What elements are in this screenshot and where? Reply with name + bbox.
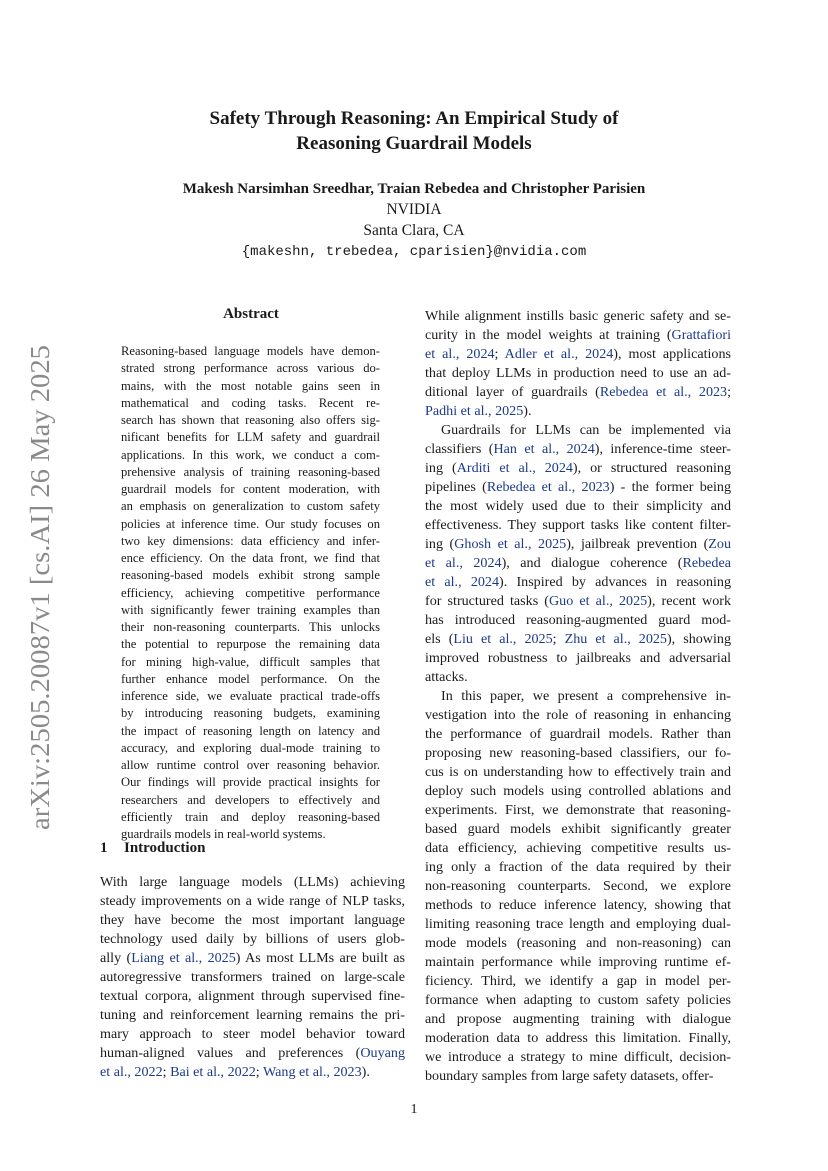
text-span: that deploy LLMs in production need to use an ad-: [425, 365, 731, 381]
text-line: [121, 412, 380, 429]
text-span: inference side, we evaluate practical trade-offs: [121, 689, 380, 703]
text-span: based guard models exhibit significantly greater: [425, 821, 731, 837]
citation-link[interactable]: Rebedea et al., 2023: [599, 384, 728, 400]
text-span: and propose augmenting training with dialogue: [425, 1011, 731, 1027]
citation-link[interactable]: Han et al., 2024: [493, 441, 595, 457]
text-line: [425, 763, 731, 782]
text-line: [425, 896, 731, 915]
text-line: [425, 459, 731, 478]
text-span: researchers and developers to effectively and: [121, 792, 380, 807]
text-line: [425, 326, 731, 345]
text-span: the impact of reasoning length on latency and: [121, 723, 380, 738]
text-line: [121, 654, 380, 671]
text-line: [121, 619, 380, 636]
text-line: [425, 953, 731, 972]
author-emails: {makeshn, trebedea, cparisien}@nvidia.com: [241, 244, 587, 260]
text-line: [425, 820, 731, 839]
text-span: guardrails models in real-world systems.: [121, 827, 326, 841]
citation-link[interactable]: Guo et al., 2025: [549, 593, 648, 609]
text-span: proposing new reasoning-based classifiers, our fo-: [425, 745, 731, 761]
text-span: ), most applications: [613, 346, 731, 362]
text-line: [121, 792, 380, 809]
text-span: steady improvements on a wide range of NLP tasks,: [100, 893, 405, 909]
text-span: efficiency, achieving competitive performance: [121, 585, 380, 600]
text-span: search has shown that reasoning also offers sig-: [121, 413, 380, 427]
text-span: tuning and reinforcement learning remains the pri-: [100, 1007, 405, 1023]
text-line: [121, 602, 380, 619]
text-span: data efficiency, achieving competitive results us-: [425, 840, 731, 856]
text-line: [425, 421, 731, 440]
text-line: [121, 705, 380, 722]
text-span: ;: [494, 346, 505, 362]
text-span: autoregressive transformers trained on large-scale: [100, 969, 405, 985]
text-line: [425, 1029, 731, 1048]
arxiv-id-text: arXiv:2505.20087v1 [cs.AI] 26 May 2025: [25, 372, 55, 830]
text-line: [121, 516, 380, 533]
citation-link[interactable]: Rebedea: [682, 555, 731, 571]
text-span: for mining high-value, difficult samples that: [121, 654, 380, 669]
text-span: technology used daily by billions of users glob-: [100, 931, 405, 947]
text-span: ;: [552, 631, 565, 647]
text-line: [425, 611, 731, 630]
text-line: [121, 774, 380, 791]
text-span: ing only a fraction of the data required by their: [425, 859, 731, 875]
text-span: ally (: [100, 950, 132, 966]
text-span: allow runtime control over reasoning behavior.: [121, 758, 380, 772]
citation-link[interactable]: Padhi et al., 2025: [425, 403, 524, 419]
text-line: [425, 402, 731, 421]
text-span: an emphasis on generalization to custom safety: [121, 499, 380, 514]
text-line: [121, 636, 380, 653]
abstract-heading: Abstract: [223, 306, 279, 322]
text-line: [425, 839, 731, 858]
text-span: the potential to repurpose the remaining data: [121, 637, 380, 652]
text-span: human-aligned values and preferences (: [100, 1045, 361, 1061]
text-span: While alignment instills basic generic safety and se-: [425, 308, 731, 324]
text-span: applications. In this work, we conduct a com-: [121, 447, 380, 462]
text-span: ), or structured reasoning: [572, 460, 731, 476]
citation-link[interactable]: et al., 2022: [100, 1064, 163, 1080]
text-line: [425, 649, 731, 668]
page-number: 1: [410, 1102, 418, 1117]
text-span: formance when adapting to custom safety policies: [425, 992, 731, 1008]
text-span: limiting reasoning trace length and employing dual-: [425, 916, 731, 932]
text-line: [100, 911, 405, 930]
text-span: mary approach to steer model behavior toward: [100, 1026, 405, 1042]
section-title: Introduction: [124, 840, 206, 856]
text-line: [100, 1063, 405, 1082]
text-line: [425, 744, 731, 763]
citation-link[interactable]: et al., 2024: [425, 346, 495, 362]
text-span: boundary samples from large safety datasets, offer-: [425, 1068, 714, 1084]
text-line: [121, 498, 380, 515]
text-line: [121, 723, 380, 740]
introduction-left-column: [100, 873, 405, 1082]
text-span: ), showing: [666, 631, 731, 647]
text-span: we introduce a strategy to mine difficult, decision-: [425, 1049, 731, 1065]
text-line: [100, 949, 405, 968]
text-line: [425, 1010, 731, 1029]
text-line: [100, 1044, 405, 1063]
citation-link[interactable]: et al., 2024: [425, 574, 500, 590]
text-span: guardrail models for content moderation, with: [121, 482, 380, 496]
text-span: ;: [255, 1064, 263, 1080]
text-line: [425, 383, 731, 402]
text-span: ditional layer of guardrails (: [425, 384, 600, 400]
text-line: [121, 550, 380, 567]
text-line: [425, 573, 731, 592]
text-line: [100, 892, 405, 911]
text-line: [121, 464, 380, 481]
text-line: [121, 378, 380, 395]
citation-link[interactable]: Arditi et al., 2024: [456, 460, 573, 476]
text-span: ;: [162, 1064, 171, 1080]
text-line: [425, 307, 731, 326]
title-line-1: Safety Through Reasoning: An Empirical Study of: [209, 108, 619, 129]
text-span: Guardrails for LLMs can be implemented via: [441, 422, 731, 438]
citation-link[interactable]: Wang et al., 2023: [262, 1064, 362, 1080]
section-heading-introduction: [100, 840, 205, 857]
affiliation: NVIDIA: [386, 201, 442, 218]
text-line: [121, 447, 380, 464]
text-line: [425, 440, 731, 459]
text-span: classifiers (: [425, 441, 494, 457]
text-line: [121, 688, 380, 705]
text-line: [425, 687, 731, 706]
text-span: has introduced reasoning-augmented guard mod-: [425, 612, 731, 628]
text-line: [425, 345, 731, 364]
text-span: Reasoning-based language models have demon-: [121, 344, 380, 358]
text-line: [425, 592, 731, 611]
text-span: reasoning-based models exhibit strong sample: [121, 568, 380, 583]
text-line: [425, 915, 731, 934]
text-line: [100, 873, 405, 892]
text-line: [121, 395, 380, 412]
text-span: ence efficiency. On the data front, we find that: [121, 551, 380, 565]
text-line: [100, 930, 405, 949]
text-line: [100, 987, 405, 1006]
text-line: [425, 478, 731, 497]
text-span: ficiency. Third, we identify a gap in model per-: [425, 973, 731, 989]
text-span: ), recent work: [647, 593, 731, 609]
text-line: [425, 1067, 731, 1086]
text-line: [100, 1025, 405, 1044]
abstract-body: [121, 343, 380, 843]
text-span: maintain performance while improving runtime ef-: [425, 954, 731, 970]
text-line: [425, 1048, 731, 1067]
text-span: the performance of guardrail models. Rather than: [425, 726, 731, 742]
citation-link[interactable]: Zou: [708, 536, 731, 552]
text-line: [425, 364, 731, 383]
citation-link[interactable]: Ghosh et al., 2025: [454, 536, 567, 552]
text-span: cus is on understanding how to effectively train and: [425, 764, 731, 780]
text-span: In this paper, we present a comprehensive in-: [441, 688, 731, 704]
citation-link[interactable]: et al., 2024: [425, 555, 502, 571]
text-span: ), and dialogue coherence (: [501, 555, 683, 571]
text-span: non-reasoning counterparts. Second, we explore: [425, 878, 731, 894]
text-span: improved robustness to jailbreaks and adversarial: [425, 650, 731, 666]
text-span: moderation data to address this limitation. Finally,: [425, 1030, 731, 1046]
citation-link[interactable]: Liu et al., 2025: [453, 631, 553, 647]
text-span: they have become the most important language: [100, 912, 405, 928]
text-line: [425, 801, 731, 820]
citation-link[interactable]: Rebedea et al., 2023: [486, 479, 610, 495]
text-span: attacks.: [425, 669, 468, 685]
text-span: by introducing reasoning budgets, examining: [121, 706, 380, 721]
text-line: [425, 516, 731, 535]
text-span: ) As most LLMs are built as: [235, 950, 405, 966]
text-span: experiments. First, we demonstrate that reasoning-: [425, 802, 731, 818]
text-span: textual corpora, alignment through supervised fine-: [100, 988, 405, 1004]
text-span: mathematical and coding tasks. Recent re-: [121, 395, 380, 410]
text-span: vestigation into the role of reasoning in enhancing: [425, 707, 731, 723]
text-line: [425, 668, 731, 687]
text-span: efficiently train and deploy reasoning-based: [121, 809, 380, 824]
arxiv-identifier-stamp[interactable]: [22, 345, 56, 830]
text-span: ). Inspired by advances in reasoning: [499, 574, 731, 590]
citation-link[interactable]: Grattafiori: [671, 327, 731, 343]
text-line: [121, 740, 380, 757]
text-span: With large language models (LLMs) achieving: [100, 874, 405, 890]
author-block: [100, 179, 728, 263]
text-span: policies at inference time. Our study focuses on: [121, 516, 380, 531]
text-line: [425, 877, 731, 896]
text-line: [121, 360, 380, 377]
text-line: [425, 706, 731, 725]
introduction-right-column: [425, 307, 731, 1086]
text-line: [425, 535, 731, 554]
text-line: [425, 782, 731, 801]
text-line: [121, 671, 380, 688]
text-span: two key dimensions: data efficiency and infer-: [121, 533, 380, 548]
text-span: with significantly fewer training examples than: [121, 602, 380, 617]
text-span: mode models (reasoning and non-reasoning) can: [425, 935, 731, 951]
text-line: [425, 554, 731, 573]
author-names: Makesh Narsimhan Sreedhar, Traian Rebedea and Christopher Parisien: [182, 181, 646, 197]
text-line: [121, 429, 380, 446]
text-span: effectiveness. They support tasks like content filter-: [425, 517, 731, 533]
text-span: ing (: [425, 460, 457, 476]
text-span: mains, with the most notable gains seen in: [121, 378, 380, 393]
text-span: accuracy, and exploring dual-mode training to: [121, 740, 380, 755]
text-span: further enhance model performance. On the: [121, 671, 380, 686]
text-line: [425, 630, 731, 649]
text-span: ), jailbreak prevention (: [566, 536, 709, 552]
text-line: [121, 481, 380, 498]
text-span: ).: [361, 1064, 370, 1080]
text-span: ), inference-time steer-: [594, 441, 731, 457]
citation-link[interactable]: Zhu et al., 2025: [564, 631, 667, 647]
text-span: ).: [523, 403, 532, 419]
text-span: Our findings will provide practical insights for: [121, 775, 380, 790]
text-line: [121, 585, 380, 602]
text-line: [121, 757, 380, 774]
text-span: methods to reduce inference latency, showing that: [425, 897, 731, 913]
text-span: deploy such models using controlled ablations and: [425, 783, 731, 799]
citation-link[interactable]: Liang et al., 2025: [131, 950, 236, 966]
text-line: [425, 725, 731, 744]
text-span: nificant benefits for LLM safety and guardrail: [121, 430, 380, 445]
text-line: [425, 497, 731, 516]
text-line: [121, 343, 380, 360]
text-line: [121, 533, 380, 550]
text-line: [425, 972, 731, 991]
citation-link[interactable]: Bai et al., 2022: [170, 1064, 256, 1080]
text-line: [425, 991, 731, 1010]
text-span: prehensive analysis of training reasoning-based: [121, 464, 380, 479]
text-line: [100, 1006, 405, 1025]
text-span: els (: [425, 631, 454, 647]
text-line: [425, 934, 731, 953]
text-line: [121, 809, 380, 826]
text-span: ;: [727, 384, 732, 400]
text-span: pipelines (: [425, 479, 487, 495]
text-span: curity in the model weights at training (: [425, 327, 672, 343]
text-span: their non-reasoning counterparts. This unlocks: [121, 620, 380, 634]
text-span: ing (: [425, 536, 455, 552]
text-line: [100, 968, 405, 987]
arxiv-stamp-svg: [22, 345, 56, 830]
text-span: the most widely used due to their simplicity and: [425, 498, 731, 514]
text-span: strated strong performance across various do-: [121, 361, 380, 376]
title-line-2: Reasoning Guardrail Models: [296, 133, 532, 154]
text-span: for structured tasks (: [425, 593, 549, 609]
citation-link[interactable]: Ouyang: [360, 1045, 405, 1061]
text-span: ) - the former being: [609, 479, 732, 495]
location: Santa Clara, CA: [363, 222, 465, 239]
section-number: 1: [100, 840, 108, 856]
text-line: [425, 858, 731, 877]
text-line: [121, 567, 380, 584]
citation-link[interactable]: Adler et al., 2024: [504, 346, 614, 362]
paper-title: [100, 106, 728, 156]
